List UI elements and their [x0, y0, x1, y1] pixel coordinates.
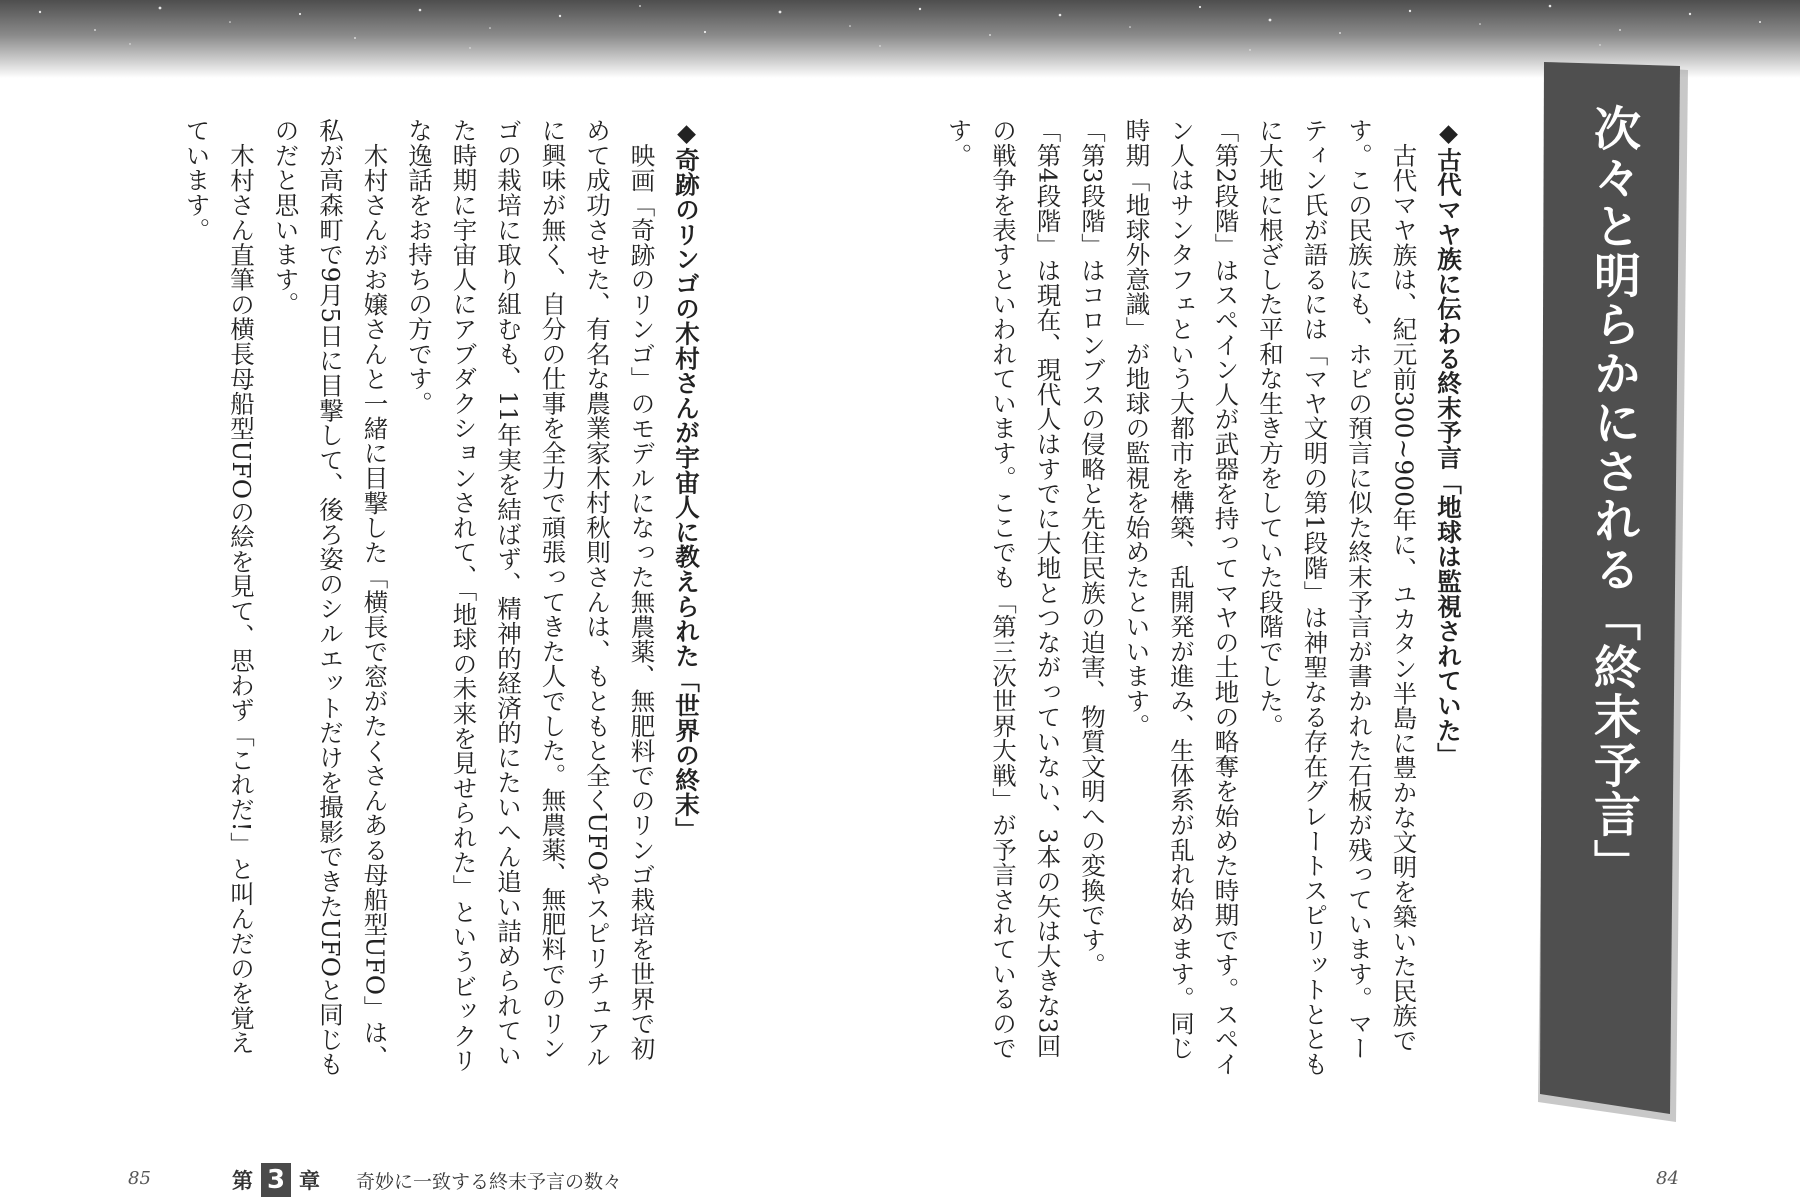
- page-number-left: 85: [128, 1168, 151, 1189]
- paragraph: 「第4段階」は現在、現代人はすでに大地とつながっていない、3本の矢は大きな3回の戦争を表すといわれています。ここでも「第三次世界大戦」が予言されているのです。: [944, 118, 1063, 1061]
- page-title: 次々と明らかにされる「終末予言」: [1586, 104, 1641, 888]
- paragraph: 木村さんがお嬢さんと一緒に目撃した「横長で窓がたくさんある母船型UFO」は、私が高森町で9月5日に目撃して、後ろ姿のシルエットだけを撮影できたUFOと同じものだと思います。: [271, 118, 390, 1077]
- star-field: [0, 0, 1800, 78]
- chapter-title: 奇妙に一致する終末予言の数々: [356, 1170, 623, 1193]
- paragraph: 木村さん直筆の横長母船型UFOの絵を見て、思わず「これだ!」と叫んだのを覚えています。: [182, 118, 256, 1055]
- left-page-body: [168, 118, 708, 1078]
- right-page-body: [944, 118, 1470, 1078]
- section-heading-maya: ◆古代マヤ族に伝わる終末予言「地球は監視されていた」: [1434, 118, 1463, 768]
- chapter-suffix: 章: [299, 1168, 320, 1193]
- starry-header-band: [0, 0, 1800, 78]
- paragraph: 古代マヤ族は、紀元前300~900年に、ユカタン半島に豊かな文明を築いた民族です。この民族にも、ホピの預言に似た終末予言が書かれた石板が残っています。マーティン氏が語るには「マヤ文明の第1段階」は神聖なる存在グレートスピリットとともに大地に根ざした平和な生き方をしていた段階でした。: [1256, 118, 1419, 1077]
- paragraph: 「第2段階」はスペイン人が武器を持ってマヤの土地の略奪を始めた時期です。スペイン人はサンタフェという大都市を構築、乱開発が進み、生体系が乱れ始めます。同じ時期「地球外意識」が地球の監視を始めたといいます。: [1122, 118, 1241, 1077]
- section-heading-kimura: ◆奇跡のリンゴの木村さんが宇宙人に教えられた「世界の終末」: [672, 118, 701, 842]
- chapter-number-badge: 3: [261, 1163, 291, 1197]
- chapter-prefix: 第: [232, 1168, 253, 1193]
- page-number-right: 84: [1656, 1168, 1679, 1189]
- paragraph: 「第3段階」はコロンブスの侵略と先住民族の迫害、物質文明への変換です。: [1078, 118, 1107, 978]
- paragraph: 映画「奇跡のリンゴ」のモデルになった無農薬、無肥料でのリンゴ栽培を世界で初めて成功させた、有名な農業家木村秋則さんは、もともと全くUFOやスピリチュアルに興味が無く、自分の仕事を全力で頑張ってきた人でした。無農薬、無肥料でのリンゴの栽培に取り組むも、11年実を結ばず、精神的経済的にたいへん追い詰められていた時期に宇宙人にアブダクションされて、「地球の未来を見せられた」というビックリな逸話をお持ちの方です。: [405, 118, 657, 1073]
- running-footer: [232, 1163, 622, 1197]
